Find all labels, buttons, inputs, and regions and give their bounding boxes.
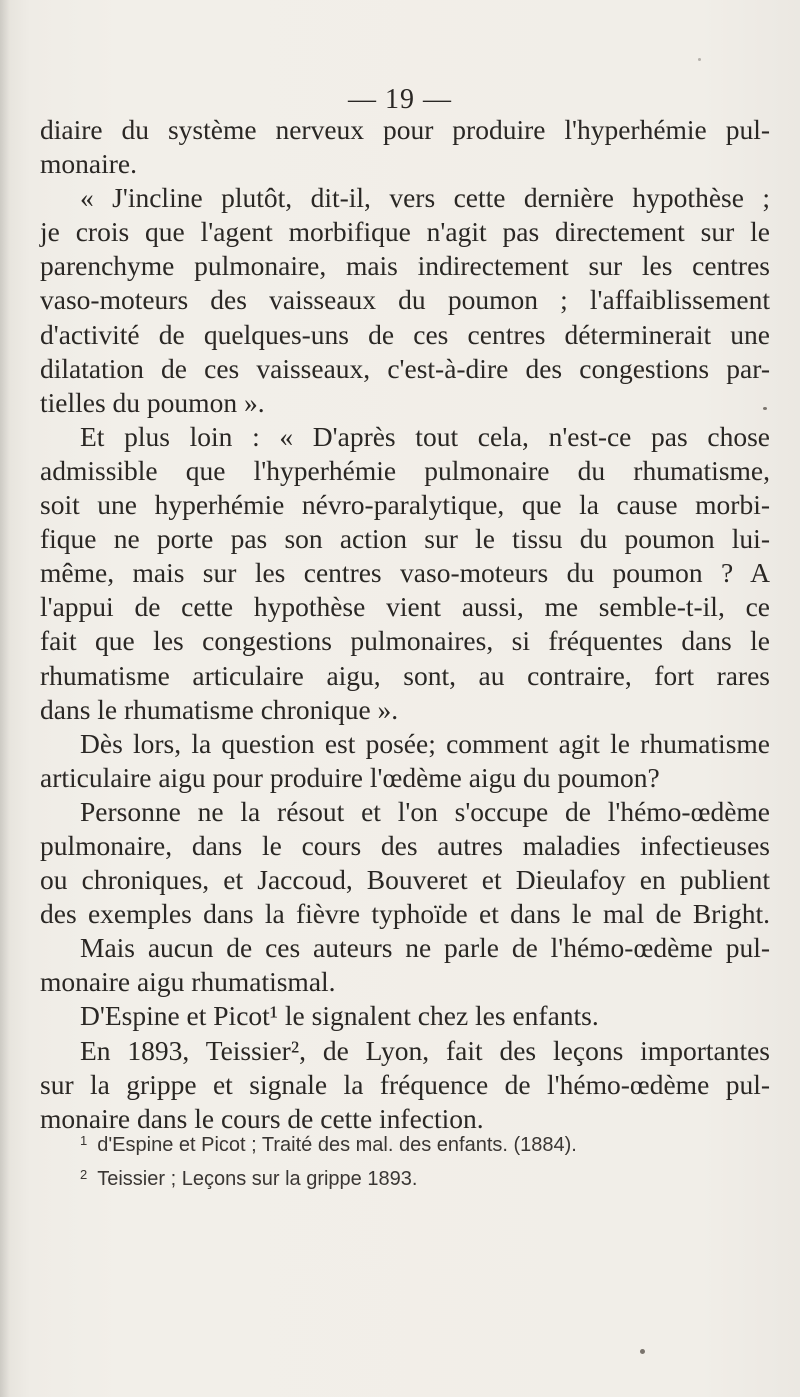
text-line: même, mais sur les centres vaso-moteurs du poumon ? A <box>40 557 770 589</box>
text-line: ou chroniques, et Jaccoud, Bouveret et Dieulafoy en publient <box>40 864 770 896</box>
footnote <box>80 1160 700 1194</box>
text-line: l'appui de cette hypothèse vient aussi, me semble-t-il, ce <box>40 591 770 623</box>
text-line: D'Espine et Picot¹ le signalent chez les enfants. <box>80 1000 599 1032</box>
text-line: fique ne porte pas son action sur le tissu du poumon lui- <box>40 523 770 555</box>
text-line: des exemples dans la fièvre typhoïde et dans le mal de Bright. <box>40 898 770 930</box>
page-number: — 19 — <box>348 84 452 115</box>
text-line: Dès lors, la question est posée; comment agit le rhumatisme <box>80 727 770 759</box>
text-line: diaire du système nerveux pour produire l'hyperhémie pul- <box>40 114 770 145</box>
footnote-text: Teissier ; Leçons sur la grippe 1893. <box>97 1168 418 1190</box>
text-line: je crois que l'agent morbifique n'agit pas directement sur le <box>40 216 770 248</box>
text-line: Personne ne la résout et l'on s'occupe de l'hémo-œdème <box>80 795 770 827</box>
text-line: sur la grippe et signale la fréquence de l'hémo-œdème pul- <box>40 1068 770 1100</box>
text-line: vaso-moteurs des vaisseaux du poumon ; l'affaiblissement <box>40 284 770 316</box>
text-line: Mais aucun de ces auteurs ne parle de l'hémo-œdème pul- <box>80 932 770 964</box>
footnote-mark: 2 <box>80 1167 88 1182</box>
paper-speck <box>763 407 767 410</box>
text-line: dilatation de ces vaisseaux, c'est-à-dire des congestions par- <box>40 352 770 384</box>
text-line: fait que les congestions pulmonaires, si fréquentes dans le <box>40 625 770 657</box>
text-line: Et plus loin : « D'après tout cela, n'est-ce pas chose <box>80 420 770 452</box>
footnote-text: d'Espine et Picot ; Traité des mal. des enfants. (1884). <box>97 1134 577 1156</box>
footnote-mark: 1 <box>80 1133 88 1148</box>
text-line: En 1893, Teissier², de Lyon, fait des leçons importantes <box>80 1034 770 1066</box>
text-line: parenchyme pulmonaire, mais indirectement sur les centres <box>40 250 770 282</box>
text-line: articulaire aigu pour produire l'œdème aigu du poumon? <box>40 761 660 793</box>
text-line: admissible que l'hyperhémie pulmonaire du rhumatisme, <box>40 454 770 486</box>
page-edge-shadow <box>0 0 10 1397</box>
text-line: dans le rhumatisme chronique ». <box>40 693 399 725</box>
footnote <box>80 1126 700 1160</box>
text-line: monaire dans le cours de cette infection. <box>40 1102 484 1134</box>
footnotes <box>80 1126 700 1194</box>
text-line: monaire. <box>40 148 137 180</box>
text-line: tielles du poumon ». <box>40 386 265 418</box>
text-line: pulmonaire, dans le cours des autres maladies infectieuses <box>40 829 770 861</box>
text-line: « J'incline plutôt, dit-il, vers cette dernière hypothèse ; <box>80 182 770 214</box>
text-line: d'activité de quelques-uns de ces centres déterminerait une <box>40 318 770 350</box>
text-line: soit une hyperhémie névro-paralytique, que la cause morbi- <box>40 489 770 521</box>
body-text <box>40 113 770 1136</box>
text-line: rhumatisme articulaire aigu, sont, au contraire, fort rares <box>40 659 770 691</box>
text-line: monaire aigu rhumatismal. <box>40 966 336 998</box>
paper-speck <box>698 58 701 61</box>
paper-speck <box>640 1349 645 1354</box>
